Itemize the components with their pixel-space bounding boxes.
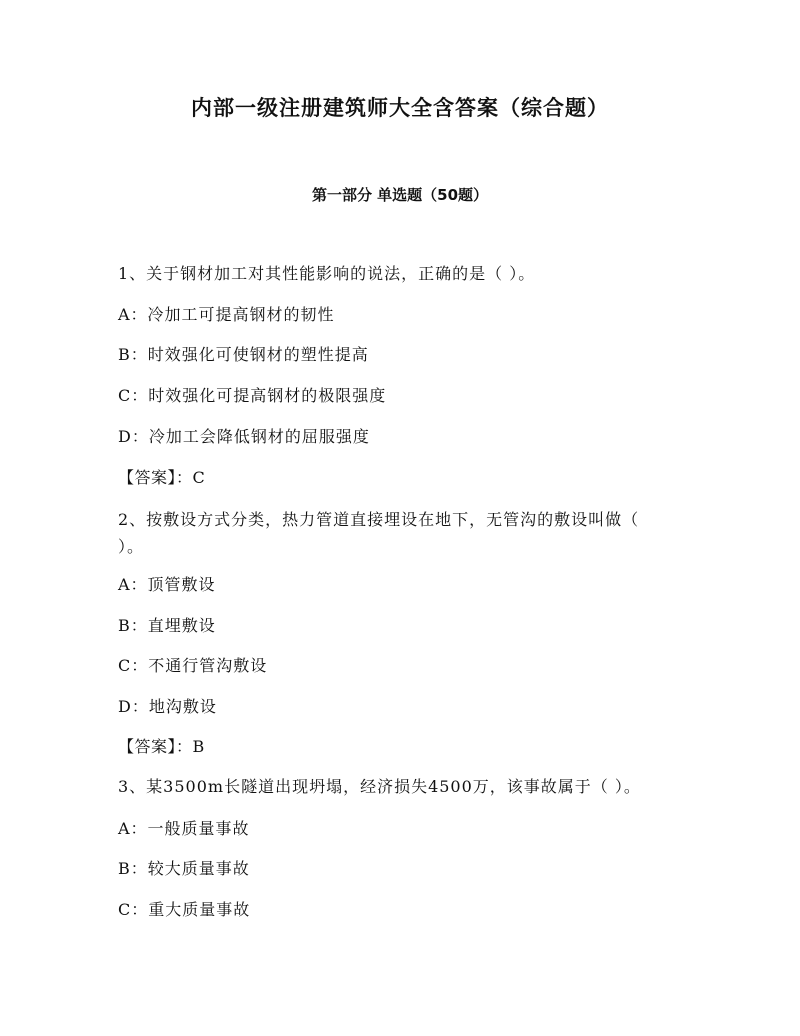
question-3-option-a: A：一般质量事故: [118, 819, 250, 838]
question-2-option-a: A：顶管敷设: [118, 575, 216, 594]
question-3-option-c: C：重大质量事故: [118, 900, 251, 919]
document-title: 内部一级注册建筑师大全含答案（综合题）: [191, 95, 609, 120]
question-3-option-b: B：较大质量事故: [118, 859, 250, 878]
question-2-stem-line2: ）。: [118, 537, 145, 556]
question-2-option-c: C：不通行管沟敷设: [118, 656, 268, 675]
question-1-option-c: C：时效强化可提高钢材的极限强度: [118, 386, 387, 405]
question-1-answer: 【答案】：C: [118, 468, 206, 487]
question-1-option-d: D：冷加工会降低钢材的屈服强度: [118, 427, 370, 446]
question-1-option-b: B：时效强化可使钢材的塑性提高: [118, 345, 369, 364]
question-2-option-d: D：地沟敷设: [118, 697, 217, 716]
question-2-stem-line1: 2、按敷设方式分类，热力管道直接埋设在地下，无管沟的敷设叫做（: [118, 510, 640, 529]
question-2-answer: 【答案】：B: [118, 737, 205, 756]
question-1-stem: 1、关于钢材加工对其性能影响的说法，正确的是（ ）。: [118, 264, 536, 283]
question-1-option-a: A：冷加工可提高钢材的韧性: [118, 305, 335, 324]
question-3-stem: 3、某3500m长隧道出现坍塌，经济损失4500万，该事故属于（ ）。: [118, 777, 641, 796]
question-2-option-b: B：直埋敷设: [118, 616, 216, 635]
section-title: 第一部分 单选题（50题）: [311, 186, 489, 204]
